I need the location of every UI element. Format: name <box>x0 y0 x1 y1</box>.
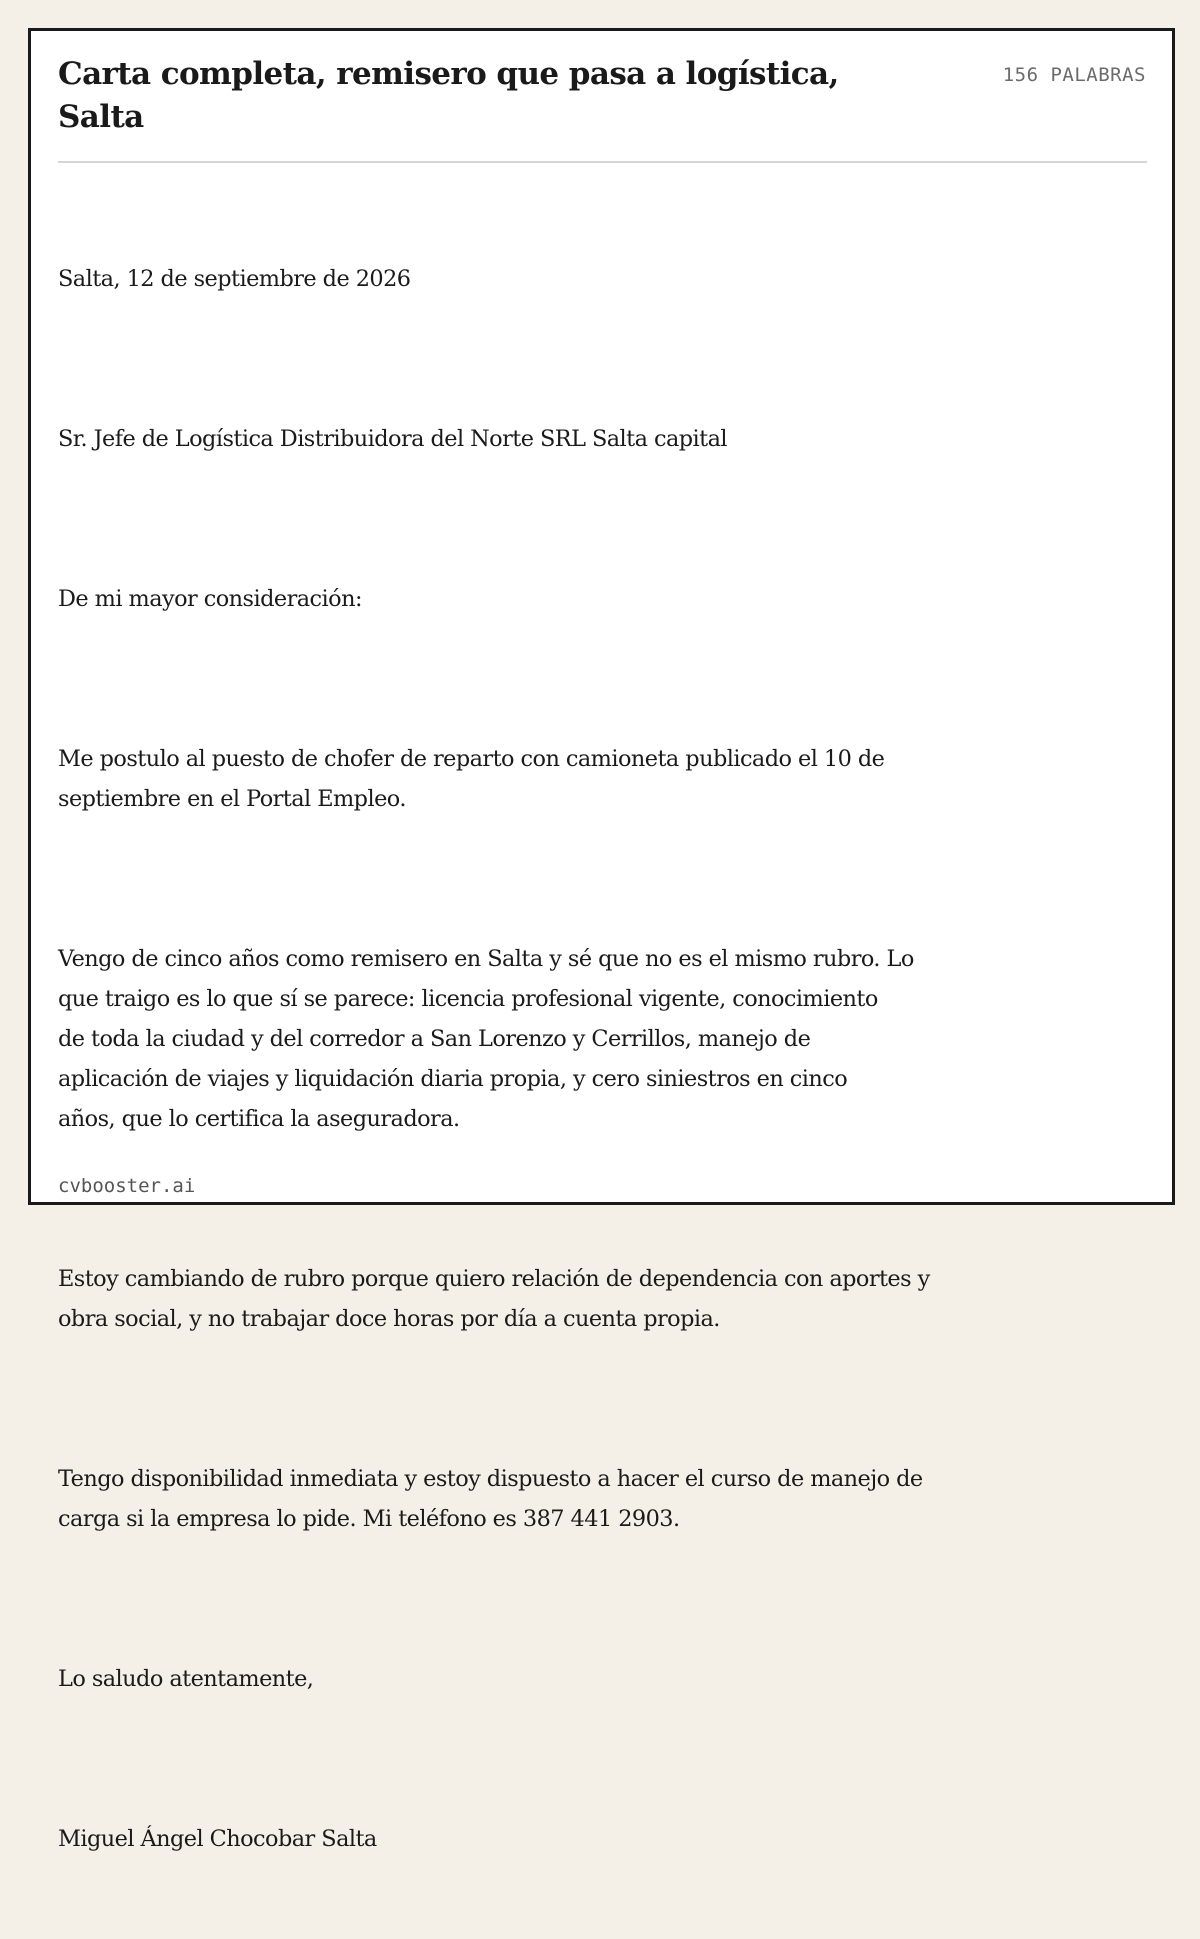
letter-paragraph-4: Tengo disponibilidad inmediata y estoy dispuesto a hacer el curso de manejo de carga si la empresa lo pide. Mi teléfono es 387 441 2903. <box>58 1466 923 1532</box>
brand-footer: cvbooster.ai <box>58 1175 196 1197</box>
letter-card <box>28 28 1175 1852</box>
letter-paragraph-1: Me postulo al puesto de chofer de reparto con camioneta publicado el 10 de septiembre en el Portal Empleo. <box>58 746 885 812</box>
header-divider <box>58 161 1147 163</box>
page-title: Carta completa, remisero que pasa a logística, Salta <box>58 56 839 135</box>
letter-paragraph-2: Vengo de cinco años como remisero en Salta y sé que no es el mismo rubro. Lo que traigo es lo que sí se parece: licencia profesional vigente, conocimiento de toda la ciudad y del corredor a San Lorenzo y Cerrillos, manejo de aplicación de viajes y liquidación diaria propia, y cero siniestros en cinco años, que lo certifica la aseguradora. <box>58 946 914 1132</box>
word-count-badge: 156 PALABRAS <box>1002 64 1146 86</box>
letter-body <box>58 179 1018 1939</box>
letter-signature: Miguel Ángel Chocobar Salta <box>58 1826 377 1852</box>
letter-closing: Lo saludo atentamente, <box>58 1666 314 1692</box>
letter-paragraph-3: Estoy cambiando de rubro porque quiero relación de dependencia con aportes y obra social, y no trabajar doce horas por día a cuenta propia. <box>58 1266 930 1332</box>
letter-date: Salta, 12 de septiembre de 2026 <box>58 266 411 292</box>
letter-recipient: Sr. Jefe de Logística Distribuidora del Norte SRL Salta capital <box>58 426 728 452</box>
letter-salutation: De mi mayor consideración: <box>58 586 362 612</box>
